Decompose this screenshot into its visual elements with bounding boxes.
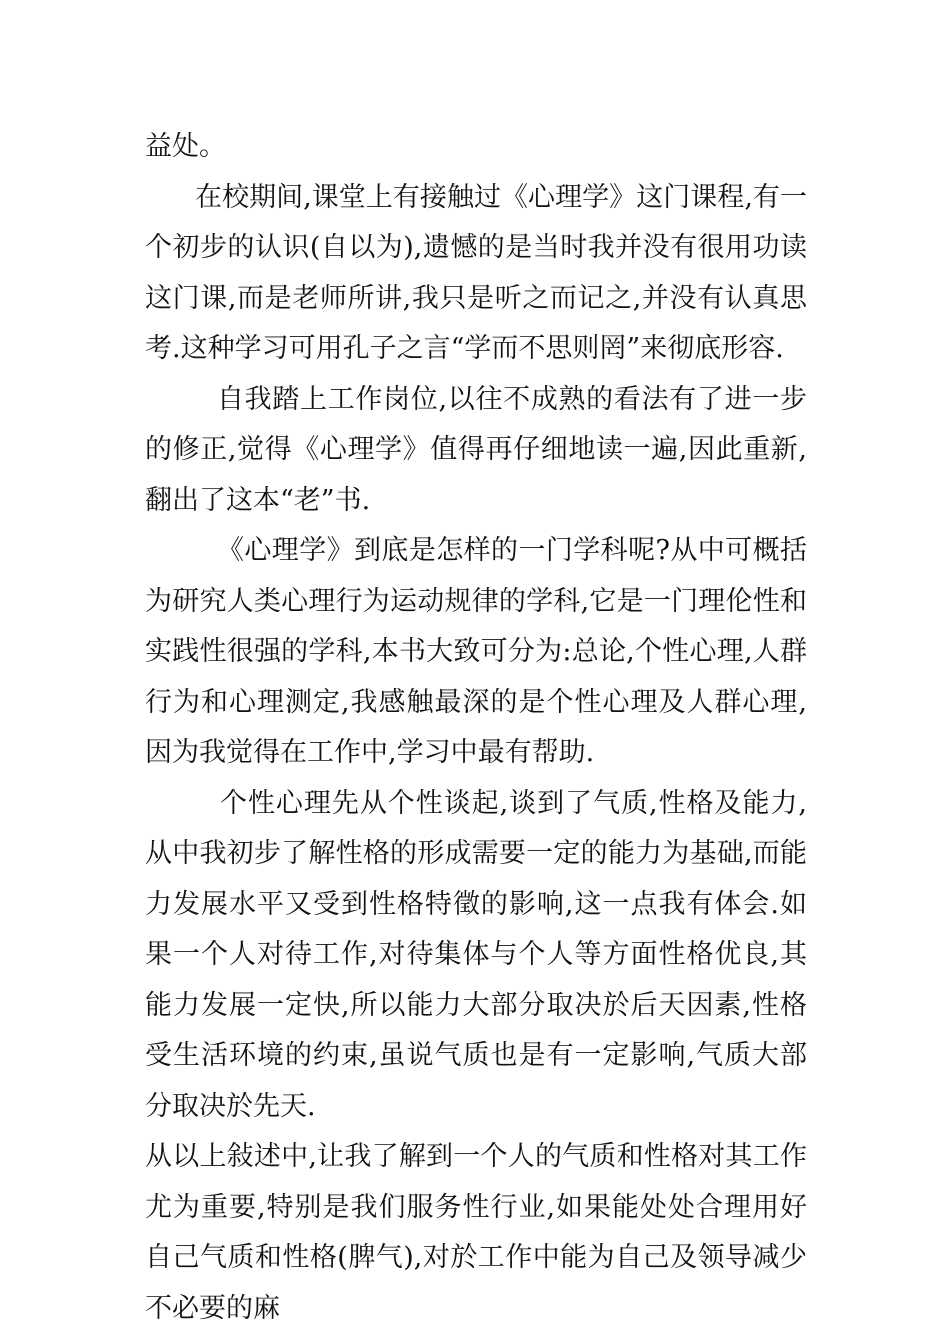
paragraph-personality: 个性心理先从个性谈起,谈到了气质,性格及能力,从中我初步了解性格的形成需要一定的能力为基础,而能力发展水平又受到性格特徵的影响,这一点我有体会.如果一个人对待工作,对待集体与个人等方面性格优良,其能力发展一定快,所以能力大部分取决於后天因素,性格受生活环境的约束,虽说气质也是有一定影响,气质大部分取决於先天. <box>145 787 807 1122</box>
body-text <box>145 122 807 1334</box>
paragraph-school-period: 在校期间,课堂上有接触过《心理学》这门课程,有一个初步的认识(自以为),遗憾的是当时我并没有很用功读这门课,而是老师所讲,我只是听之而记之,并没有认真思考.这种学习可用孔子之言“学而不思则罔”来彻底形容. <box>145 181 807 364</box>
paragraph-work-position: 自我踏上工作岗位,以往不成熟的看法有了进一步的修正,觉得《心理学》值得再仔细地读一遍,因此重新,翻出了这本“老”书. <box>145 383 807 516</box>
paragraph-psychology-definition: 《心理学》到底是怎样的一门学科呢?从中可概括为研究人类心理行为运动规律的学科,它是一门理伦性和实践性很强的学科,本书大致可分为:总论,个性心理,人群行为和心理测定,我感触最深的是个性心理及人群心理,因为我觉得在工作中,学习中最有帮助. <box>145 535 807 768</box>
paragraph-conclusion: 从以上敍述中,让我了解到一个人的气质和性格对其工作尤为重要,特别是我们服务性行业,如果能处处合理用好自己气质和性格(脾气),对於工作中能为自己及领导减少不必要的麻 <box>145 1141 807 1324</box>
paragraph-continuation: 益处。 <box>145 131 226 162</box>
